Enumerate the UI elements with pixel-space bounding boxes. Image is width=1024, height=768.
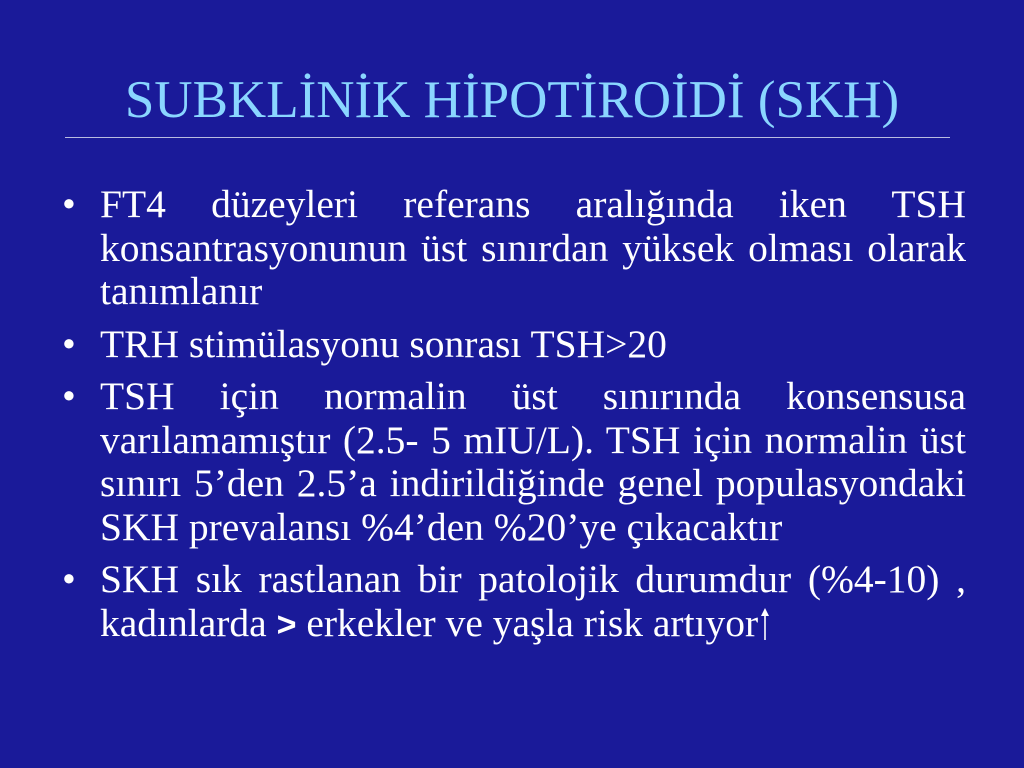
greater-than-symbol: > — [276, 605, 297, 644]
bullet-list — [62, 183, 966, 656]
bullet-text: TRH stimülasyonu sonrası TSH>20 — [100, 321, 667, 366]
slide-title: SUBKLİNİK HİPOTİROİDİ (SKH) — [124, 71, 900, 129]
bullet-text — [100, 558, 966, 647]
bullet-marker: • — [62, 557, 76, 601]
bullet-item — [62, 375, 966, 549]
bullet-item — [62, 323, 966, 367]
up-arrow-icon — [759, 607, 771, 641]
bullet-item — [62, 183, 966, 314]
bullet-item — [62, 558, 966, 647]
title-divider — [65, 137, 950, 138]
bullet-marker: • — [62, 182, 76, 226]
bullet-text-before: SKH sık rastlanan bir patolojik durumdur (%4-10) , kadınlarda — [100, 557, 966, 645]
bullet-text: FT4 düzeyleri referans aralığında iken TSH konsantrasyonunun üst sınırdan yüksek olması olarak tanımlanır — [100, 182, 966, 313]
bullet-text-after: erkekler ve yaşla risk artıyor — [296, 600, 759, 645]
bullet-text: TSH için normalin üst sınırında konsensusa varılamamıştır (2.5- 5 mIU/L). TSH için normalin üst sınırı 5’den 2.5’a indirildiğinde genel populasyondaki SKH prevalansı %4’den %20’ye çıkacaktır — [100, 374, 966, 549]
bullet-marker: • — [62, 374, 76, 418]
bullet-marker: • — [62, 321, 76, 366]
